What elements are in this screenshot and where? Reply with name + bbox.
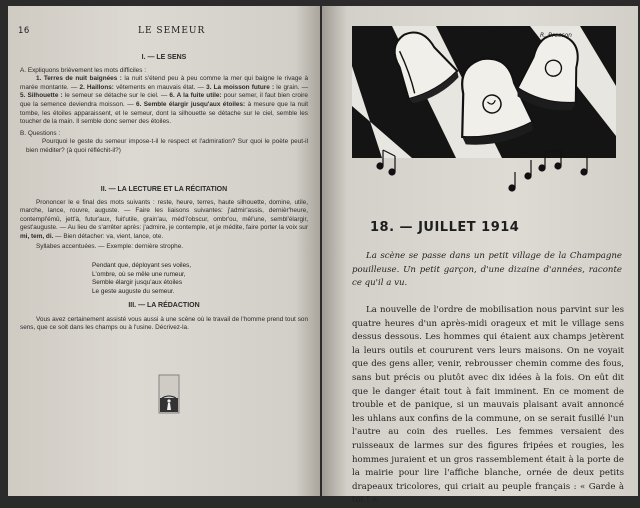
section-heading-redaction: III. — LA RÉDACTION <box>128 302 200 309</box>
term-label: 2. Haillons: <box>79 83 114 91</box>
term-label: 1. Terres de nuit baignées : <box>36 75 122 83</box>
term-label: 6. Semble élargir jusqu'aux étoiles: <box>136 100 246 108</box>
term-label: 3. La moisson future : <box>206 83 275 91</box>
chapter-title: 18. — JUILLET 1914 <box>370 220 520 235</box>
section-lecture <box>20 186 308 251</box>
lecture-text-end: — Bien détacher: va, vient, lance, ote. <box>53 232 164 240</box>
verse-line: Le geste auguste du semeur. <box>92 287 175 295</box>
term-label: 6. A la fuite utile: <box>169 92 222 100</box>
page-number: 16 <box>18 26 30 36</box>
section-a-intro: A. Expliquons brièvement les mots difficiles : <box>20 66 146 74</box>
section-sens <box>20 54 308 156</box>
verse-line: Semble élargir jusqu'aux étoiles <box>92 279 183 287</box>
illustration-credit: R. Bresson <box>540 32 572 39</box>
tailpiece-illustration <box>158 374 180 414</box>
verse-line: Pendant que, déployant ses voiles, <box>92 262 192 269</box>
term-text: à mesure que la nuit tombe, les étoiles apparaissent, et le semeur, dont la silhouette se détache sur le ciel, semble les toucher de la main. Il semble donc semer des étoiles. <box>20 100 308 126</box>
section-a-text <box>20 75 308 127</box>
term-text: la nuit s'étend peu à peu comme la mer qui baigne le rivage à marée montante. — <box>20 75 308 91</box>
section-redaction <box>20 302 308 333</box>
right-page <box>322 6 638 506</box>
term-text: pour semer, il faut bien croire que la semence deviendra moisson. — <box>20 92 308 108</box>
chapter-intro: La scène se passe dans un petit village de la Champagne pouilleuse. Un petit garçon, d'une dizaine d'années, raconte ce qu'il a vu. <box>352 251 622 288</box>
section-b-text: Pourquoi le geste du semeur impose-t-il le respect et l'admiration? Sur quoi le poète peut-il bien méditer? (à quoi réfléchit-il?) <box>26 138 308 154</box>
chapter-body: La nouvelle de l'ordre de mobilisation nous parvint sur les quatre heures d'un après-midi orageux et mit le village sens dessus dessous. Les hommes qui étaient aux champs jetèrent la leurs outils et coururent vers leurs maisons. On ne voyait que des gens aller, venir, rebrousser chemin comme des fous, sans but précis ou plutôt avec dix idées à la fois. On eût dit que le danger était tout à fait imminent. En ce moment de trouble et de panique, si un mauvais plaisant avait annoncé les uhlans aux confins de la commune, on se serait fusillé l'un l'autre au coin des ruelles. Les femmes versaient des ruisseaux de larmes sur des figures fripées et rougies, les hommes juraient et un gros rassemblement était à la porte de la mairie pour lire l'affiche blanche, ornée de deux petits drapeaux tricolores, qui criait au peuple français : « Garde à toi ! » <box>352 305 624 506</box>
bells-illustration <box>352 26 616 200</box>
term-text: le grain. — <box>274 83 308 91</box>
term-text: le semeur se détache sur le ciel. — <box>62 92 168 100</box>
verse-block <box>92 262 272 296</box>
lecture-bold: mi, tem, di. <box>20 232 54 240</box>
section-heading-lecture: II. — LA LECTURE ET LA RÉCITATION <box>100 186 228 193</box>
section-lecture-text <box>20 199 308 242</box>
lecture-text: Prononcer le e final des mots suivants : reste, heure, terres, haute silhouette, domine, utile, marche, lance, rouvre, auguste. — Faire les liaisons suivantes: j'admir'assis, dernièr'heure, contempl'émû, jett'à, futur'aux, fuit'utile, grain'au, méd'i'obscur, ombr'ou, mêl'une, sembl'élargir, gest'auguste. — Au lieu de s'arrêter après: j'admire, je contemple, et je médite, faire porter la voix sur <box>20 198 308 232</box>
section-heading-sens: I. — LE SENS <box>141 54 187 61</box>
term-text: vêtements en mauvais état. — <box>113 83 204 91</box>
syllables-label: Syllabes accentuées. — Exemple: dernière strophe. <box>36 242 184 250</box>
term-label: 5. Silhouette : <box>20 92 63 100</box>
verse-line: L'ombre, où se mêle une rumeur, <box>92 270 186 278</box>
section-b-intro: B. Questions : <box>20 129 61 137</box>
section-redaction-text: Vous avez certainement assisté vous aussi à une scène où le travail de l'homme prend tout son sens, que ce soit dans les champs ou à l'usine. Décrivez-la. <box>20 315 308 332</box>
running-head: LE SEMEUR <box>138 26 206 36</box>
left-page <box>8 6 320 496</box>
